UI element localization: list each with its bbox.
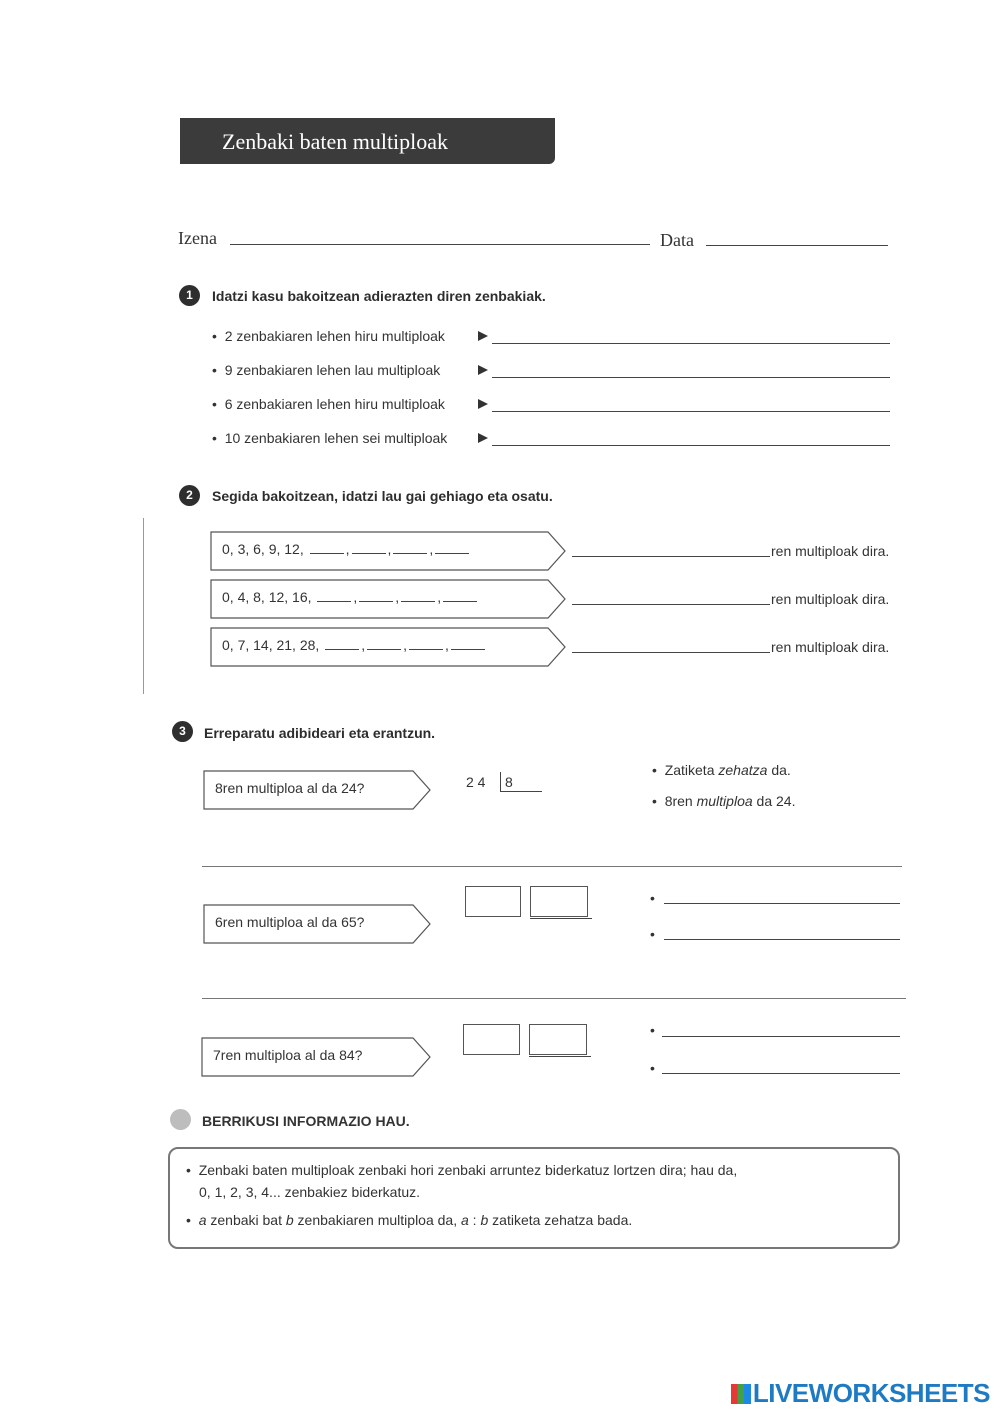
example-note-2 bbox=[652, 793, 795, 809]
bullet: • bbox=[212, 430, 217, 446]
example-dividend: 2 4 bbox=[466, 774, 486, 790]
sequence-blank[interactable] bbox=[409, 637, 443, 650]
review-line-2 bbox=[186, 1212, 632, 1228]
question-text: 6ren multiploa al da 65? bbox=[215, 914, 365, 930]
bullet: • bbox=[212, 396, 217, 412]
separator bbox=[202, 998, 906, 999]
liveworksheets-logo bbox=[731, 1378, 990, 1409]
question-box-1 bbox=[203, 904, 431, 944]
review-text: Zenbaki baten multiploak zenbaki hori zenbaki arruntez biderkatuz lortzen dira; hau da, bbox=[198, 1162, 738, 1178]
bullet: • bbox=[650, 926, 655, 942]
bullet: • bbox=[652, 762, 657, 778]
var-b: b bbox=[480, 1212, 489, 1228]
q1-answer-line-1[interactable] bbox=[492, 343, 890, 344]
date-label: Data bbox=[660, 230, 694, 250]
sequence-box-1: 0, 3, 6, 9, 12, , , , bbox=[210, 531, 566, 571]
separator bbox=[202, 866, 902, 867]
sequence-answer-line-1[interactable] bbox=[572, 556, 770, 557]
margin-mark bbox=[143, 518, 144, 694]
answer-line[interactable] bbox=[664, 939, 900, 940]
q1-item-text: 10 zenbakiaren lehen sei multiploak bbox=[224, 430, 448, 446]
q1-item-text: 2 zenbakiaren lehen hiru multiploak bbox=[224, 328, 445, 344]
question-text: 7ren multiploa al da 84? bbox=[213, 1047, 363, 1063]
answer-line[interactable] bbox=[664, 903, 900, 904]
bullet: • bbox=[650, 890, 655, 906]
sequence-box-3: 0, 7, 14, 21, 28, , , , bbox=[210, 627, 566, 667]
name-field[interactable] bbox=[230, 244, 650, 245]
sequence-values: 0, 7, 14, 21, 28, bbox=[222, 637, 320, 653]
bullet: • bbox=[650, 1022, 655, 1038]
example-divisor: 8 bbox=[505, 774, 513, 790]
note-text: da 24. bbox=[752, 793, 796, 809]
var-a: a bbox=[198, 1212, 207, 1228]
division-bar bbox=[500, 791, 542, 792]
division-bar bbox=[529, 1056, 591, 1057]
sequence-suffix-1: ren multiploak dira. bbox=[771, 543, 890, 559]
question-3-number: 3 bbox=[172, 721, 193, 742]
review-heading: BERRIKUSI INFORMAZIO HAU. bbox=[202, 1113, 410, 1129]
q1-answer-line-4[interactable] bbox=[492, 445, 890, 446]
question-box-2 bbox=[201, 1037, 431, 1077]
question-2-instruction: Segida bakoitzean, idatzi lau gai gehiago eta osatu. bbox=[212, 488, 553, 504]
sequence-blank[interactable] bbox=[451, 637, 485, 650]
question-2-number: 2 bbox=[179, 485, 200, 506]
example-note-1 bbox=[652, 762, 791, 778]
review-text: : bbox=[468, 1212, 481, 1228]
question-1-number: 1 bbox=[179, 285, 200, 306]
var-b: b bbox=[285, 1212, 294, 1228]
bullet: • bbox=[212, 328, 217, 344]
sequence-answer-line-2[interactable] bbox=[572, 604, 770, 605]
note-emphasis: multiploa bbox=[696, 793, 753, 809]
q1-item-1 bbox=[212, 328, 445, 344]
bullet: • bbox=[186, 1162, 191, 1178]
review-text: zenbaki bat bbox=[206, 1212, 286, 1228]
note-emphasis: zehatza bbox=[718, 762, 768, 778]
sequence-blank[interactable] bbox=[367, 637, 401, 650]
bullet: • bbox=[652, 793, 657, 809]
q1-item-4 bbox=[212, 430, 447, 446]
sequence-blank[interactable] bbox=[310, 541, 344, 554]
question-3-instruction: Erreparatu adibideari eta erantzun. bbox=[204, 725, 436, 741]
logo-text: LIVEWORKSHEETS bbox=[752, 1378, 990, 1408]
note-text: 8ren bbox=[664, 793, 697, 809]
bullet: • bbox=[186, 1212, 191, 1228]
arrow-icon bbox=[478, 433, 488, 443]
review-text: 0, 1, 2, 3, 4... zenbakiez biderkatuz. bbox=[199, 1184, 421, 1200]
example-question-box bbox=[203, 770, 431, 810]
sequence-blank[interactable] bbox=[435, 541, 469, 554]
q1-item-2 bbox=[212, 362, 440, 378]
sequence-blank[interactable] bbox=[359, 589, 393, 602]
divisor-box[interactable] bbox=[530, 886, 588, 917]
sequence-blank[interactable] bbox=[401, 589, 435, 602]
sequence-blank[interactable] bbox=[325, 637, 359, 650]
arrow-icon bbox=[478, 399, 488, 409]
review-text: zenbakiaren multiploa da, bbox=[293, 1212, 461, 1228]
note-text: Zatiketa bbox=[664, 762, 719, 778]
division-bar bbox=[500, 772, 501, 792]
sequence-blank[interactable] bbox=[443, 589, 477, 602]
bullet: • bbox=[212, 362, 217, 378]
date-field[interactable] bbox=[706, 245, 888, 246]
sequence-values: 0, 3, 6, 9, 12, bbox=[222, 541, 304, 557]
q1-answer-line-2[interactable] bbox=[492, 377, 890, 378]
sequence-blank[interactable] bbox=[352, 541, 386, 554]
q1-item-3 bbox=[212, 396, 445, 412]
sequence-suffix-2: ren multiploak dira. bbox=[771, 591, 890, 607]
dividend-box[interactable] bbox=[465, 886, 521, 917]
sequence-blank[interactable] bbox=[393, 541, 427, 554]
question-1-instruction: Idatzi kasu bakoitzean adierazten diren zenbakiak. bbox=[212, 288, 546, 304]
q1-item-text: 6 zenbakiaren lehen hiru multiploak bbox=[224, 396, 445, 412]
answer-line[interactable] bbox=[662, 1036, 900, 1037]
division-bar bbox=[530, 918, 592, 919]
sequence-box-2: 0, 4, 8, 12, 16, , , , bbox=[210, 579, 566, 619]
q1-answer-line-3[interactable] bbox=[492, 411, 890, 412]
dividend-box[interactable] bbox=[463, 1024, 520, 1055]
sequence-values: 0, 4, 8, 12, 16, bbox=[222, 589, 312, 605]
arrow-icon bbox=[478, 331, 488, 341]
answer-line[interactable] bbox=[662, 1073, 900, 1074]
sequence-answer-line-3[interactable] bbox=[572, 652, 770, 653]
arrow-icon bbox=[478, 365, 488, 375]
logo-icon bbox=[731, 1384, 751, 1404]
page-title: Zenbaki baten multiploak bbox=[180, 118, 555, 164]
sequence-blank[interactable] bbox=[317, 589, 351, 602]
name-label: Izena bbox=[178, 228, 217, 248]
sequence-suffix-3: ren multiploak dira. bbox=[771, 639, 890, 655]
review-dot-icon bbox=[170, 1109, 191, 1130]
review-text: zatiketa zehatza bada. bbox=[488, 1212, 633, 1228]
review-line-1 bbox=[186, 1162, 737, 1178]
var-a: a bbox=[461, 1212, 469, 1228]
q1-item-text: 9 zenbakiaren lehen lau multiploak bbox=[224, 362, 441, 378]
divisor-box[interactable] bbox=[529, 1024, 587, 1055]
note-text: da. bbox=[767, 762, 791, 778]
example-question: 8ren multiploa al da 24? bbox=[215, 780, 365, 796]
bullet: • bbox=[650, 1060, 655, 1076]
